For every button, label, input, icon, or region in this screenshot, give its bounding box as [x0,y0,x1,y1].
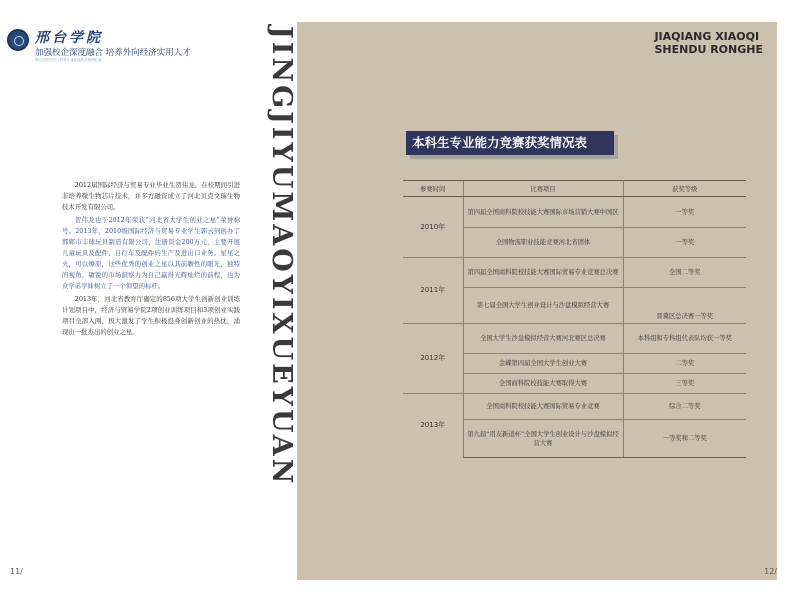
competition-cell: 全国商科院校技能大赛取得大赛 [463,374,623,394]
right-page [297,22,777,580]
left-page-number: 11/ [10,567,23,576]
right-page-number: 12/ [764,567,777,576]
table-title: 本科生专业能力竞赛获奖情况表 [406,131,614,155]
competition-cell: 金蝶第四届全国大学生创业大赛 [463,354,623,374]
year-cell: 2013年 [403,394,463,458]
award-cell: 三等奖 [623,374,746,394]
award-cell: 一等奖和二等奖 [623,420,746,458]
header-award: 获奖等级 [623,181,746,197]
year-cell: 2012年 [403,324,463,394]
competition-cell: 第七届全国大学生创业设计与沙盘模拟经营大赛 [463,288,623,324]
competition-cell: 全国物流职业技能竞赛河北省团体 [463,228,623,258]
article-paragraph-2: 贺伟龙也于2012年荣获“河北省大学生创业之星”荣誉称号。2013年，2010级国际经济与贸易专业学生郭云剑创办了邯郸市丰球玩具制造有限公司，注册资金200万元，主要开展儿童玩具及配件、自行车及配件的生产及进出口业务。星星之火，可以燎原，这些优秀的创业之星以其前瞻性的眼光，独特的视角，敏锐的市场洞察力为自己赢得光辉灿烂的前程，也为众学弟学妹树立了一个仰望的标杆。 [62,216,240,290]
competition-cell: 第九届“用友新道杯”全国大学生创业设计与沙盘模拟经营大赛 [463,420,623,458]
award-cell: 一等奖 [623,228,746,258]
table-row [403,197,746,228]
school-slogan-subtitle: 邢台学院经济与贸易专业实践教学案例汇编 [35,58,102,62]
award-table [403,180,746,458]
header-year: 参赛时间 [403,181,463,197]
award-cell: 综合二等奖 [623,394,746,420]
article-paragraph-3: 2013年，河北省教育厅确定的856项大学生创新创业训练计划项目中，经济与贸易学院2项创业训练项目和3项创业实践项目全部入围，极大激发了学生积极投身创新创业的热忱，涌现出一批杰出的创业之星。 [62,295,240,336]
award-cell: 全国二等奖 [623,258,746,288]
school-slogan: 加强校企深度融合 培养外向经济实用人才 [35,48,191,58]
vertical-college-name: JINGJIYUMAOYIXUEYUAN [266,26,297,487]
table-header-row [403,181,746,197]
award-cell: 一等奖 [623,197,746,228]
table-row [403,258,746,288]
vertical-title-strip [265,22,297,580]
header-competition: 比赛项目 [463,181,623,197]
year-cell: 2010年 [403,197,463,258]
competition-cell: 第四届全国商科院校技能大赛国际市场营销大赛中国区 [463,197,623,228]
corner-title-line-1: JIAQIANG XIAOQI [654,30,760,43]
award-cell: 晋冀区总决赛一等奖 [623,288,746,324]
article-paragraph-1: 2012届国际经济与贸易专业毕业生贺伟龙，在校期间引进非培养微生物芯片技术，并多方融资成立了河北贝克文瑞生物技术开发有限公司。 [62,181,240,211]
year-cell: 2011年 [403,258,463,324]
article-body [62,180,240,340]
table-row [403,394,746,420]
competition-cell: 第四届全国商科院校技能大赛国际贸易专业竞赛总决赛 [463,258,623,288]
award-cell: 本科组和专科组代表队均获一等奖 [623,324,746,354]
school-logo-icon [7,29,29,51]
award-cell: 二等奖 [623,354,746,374]
competition-cell: 全国大学生沙盘模拟经营大赛河北赛区总决赛 [463,324,623,354]
competition-cell: 全国商科院校技能大赛国际贸易专业竞赛 [463,394,623,420]
table-row [403,324,746,354]
corner-title [654,30,763,56]
school-name: 邢台学院 [35,30,103,46]
left-page [0,0,265,600]
corner-title-line-2: SHENDU RONGHE [654,43,763,56]
